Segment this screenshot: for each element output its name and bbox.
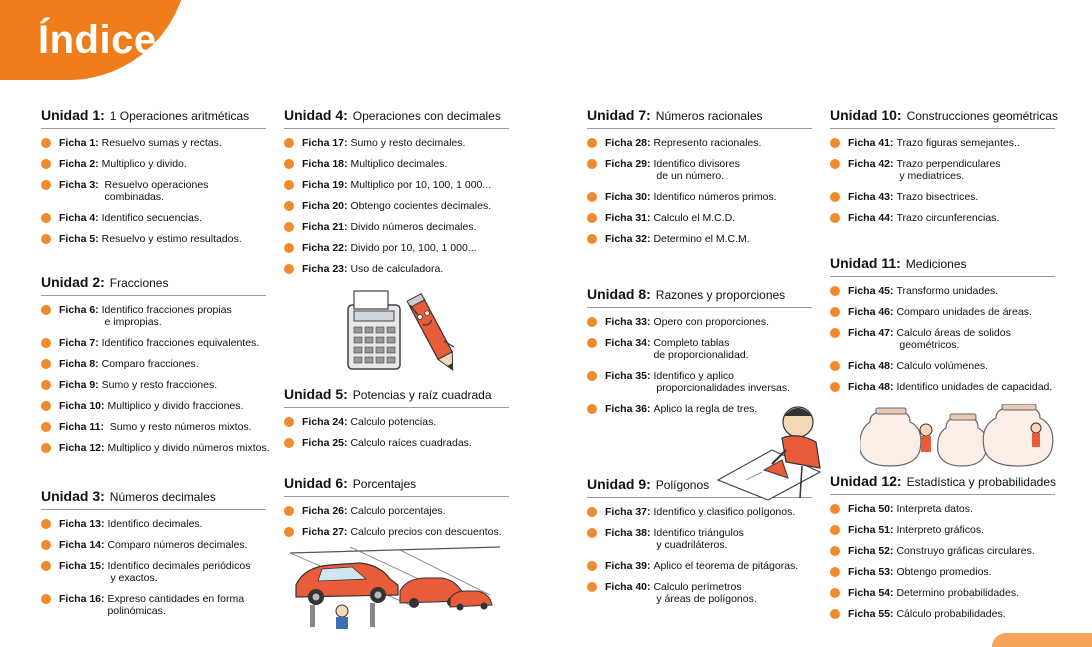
ficha-item (587, 316, 812, 328)
ficha-item (41, 442, 270, 454)
ficha-item (830, 285, 1055, 297)
unit-title: Números decimales (109, 490, 216, 504)
bullet-dot-icon (41, 540, 51, 550)
ficha-item (41, 137, 266, 149)
unit-number: Unidad 7: (587, 107, 651, 123)
ficha-item (587, 158, 812, 182)
ficha-item (830, 587, 1055, 599)
ficha-description: Construyo gráficas circulares. (896, 545, 1035, 557)
unit-title: Polígonos (655, 478, 710, 492)
bullet-dot-icon (830, 588, 840, 598)
ficha-item (587, 233, 812, 245)
ficha-description: Obtengo promedios. (896, 566, 992, 578)
ficha-item (830, 566, 1055, 578)
ficha-number: Ficha 5: (59, 233, 99, 245)
ficha-number: Ficha 9: (59, 379, 99, 391)
ficha-list (284, 137, 509, 275)
ficha-description: Calculo el M.C.D. (653, 212, 736, 224)
unit-heading (587, 285, 812, 308)
ficha-description: Resuelvo operaciones combinadas. (104, 179, 209, 203)
ficha-list (41, 518, 266, 617)
ficha-item (41, 379, 266, 391)
ficha-item (587, 337, 812, 361)
ficha-number: Ficha 2: (59, 158, 99, 170)
bullet-dot-icon (41, 305, 51, 315)
ficha-item (284, 416, 509, 428)
ficha-item (830, 545, 1055, 557)
ficha-list (830, 137, 1055, 224)
bullet-dot-icon (587, 138, 597, 148)
ficha-item (587, 527, 812, 551)
bullet-dot-icon (41, 594, 51, 604)
ficha-description: Cálculo probabilidades. (896, 608, 1006, 620)
page-title: Índice (38, 18, 157, 62)
ficha-item (830, 503, 1055, 515)
ficha-number: Ficha 18: (302, 158, 348, 170)
ficha-number: Ficha 44: (848, 212, 894, 224)
bullet-dot-icon (587, 213, 597, 223)
bullet-dot-icon (284, 527, 294, 537)
ficha-item (830, 360, 1055, 372)
ficha-description: Uso de calculadora. (350, 263, 444, 275)
ficha-number: Ficha 37: (605, 506, 651, 518)
ficha-description: Identifico secuencias. (101, 212, 203, 224)
ficha-number: Ficha 27: (302, 526, 348, 538)
ficha-number: Ficha 47: (848, 327, 894, 339)
ficha-number: Ficha 28: (605, 137, 651, 149)
child-drawing-illustration (716, 402, 822, 502)
unit-heading (830, 254, 1055, 277)
ficha-number: Ficha 14: (59, 539, 105, 551)
bullet-dot-icon (284, 222, 294, 232)
calculator-and-pencil-illustration (340, 285, 460, 377)
ficha-number: Ficha 52: (848, 545, 894, 557)
unit-title: Estadística y probabilidades (906, 475, 1056, 489)
ficha-number: Ficha 25: (302, 437, 348, 449)
unit-block (587, 106, 812, 254)
bullet-dot-icon (41, 561, 51, 571)
ficha-number: Ficha 42: (848, 158, 894, 170)
ficha-item (284, 242, 509, 254)
unit-block (284, 385, 509, 458)
ficha-number: Ficha 26: (302, 505, 348, 517)
ficha-item (284, 179, 509, 191)
ficha-description: Multiplico y divido fracciones. (107, 400, 244, 412)
ficha-description: Identifico decimales periódicos y exactos. (107, 560, 251, 584)
bullet-dot-icon (284, 138, 294, 148)
ficha-description: Comparo números decimales. (107, 539, 248, 551)
ficha-item (284, 158, 509, 170)
ficha-number: Ficha 6: (59, 304, 99, 316)
bullet-dot-icon (41, 380, 51, 390)
ficha-number: Ficha 10: (59, 400, 105, 412)
ficha-description: Multiplico y divido números mixtos. (107, 442, 270, 454)
ficha-description: Expreso cantidades en forma polinómicas. (107, 593, 245, 617)
ficha-description: Identifico fracciones equivalentes. (101, 337, 260, 349)
unit-number: Unidad 1: (41, 107, 105, 123)
ficha-item (830, 191, 1055, 203)
bullet-dot-icon (41, 422, 51, 432)
ficha-number: Ficha 43: (848, 191, 894, 203)
ficha-list (587, 316, 812, 415)
unit-block (830, 254, 1055, 402)
ficha-number: Ficha 1: (59, 137, 99, 149)
ficha-number: Ficha 55: (848, 608, 894, 620)
ficha-item (41, 400, 266, 412)
ficha-number: Ficha 36: (605, 403, 651, 415)
ficha-list (41, 304, 270, 454)
bullet-dot-icon (41, 234, 51, 244)
ficha-number: Ficha 53: (848, 566, 894, 578)
ficha-description: Aplico la regla de tres. (653, 403, 758, 415)
ficha-item (284, 526, 509, 538)
bullet-dot-icon (284, 159, 294, 169)
bullet-dot-icon (830, 504, 840, 514)
bullet-dot-icon (830, 213, 840, 223)
unit-number: Unidad 5: (284, 386, 348, 402)
bullet-dot-icon (41, 359, 51, 369)
ficha-item (830, 212, 1055, 224)
bullet-dot-icon (284, 264, 294, 274)
ficha-number: Ficha 21: (302, 221, 348, 233)
ficha-description: Calculo áreas de solidos geométricos. (896, 327, 1011, 351)
unit-block (41, 273, 270, 463)
ficha-item (41, 212, 266, 224)
ficha-number: Ficha 13: (59, 518, 105, 530)
bullet-dot-icon (830, 307, 840, 317)
ficha-number: Ficha 17: (302, 137, 348, 149)
ficha-item (284, 505, 509, 517)
unit-title: Mediciones (905, 257, 967, 271)
ficha-description: Determino probabilidades. (896, 587, 1020, 599)
ficha-item (587, 191, 812, 203)
ficha-list (830, 503, 1055, 620)
ficha-item (587, 212, 812, 224)
ficha-item (284, 221, 509, 233)
unit-heading (830, 106, 1058, 129)
bullet-dot-icon (41, 159, 51, 169)
unit-heading (587, 106, 812, 129)
ficha-description: Calculo raíces cuadradas. (350, 437, 472, 449)
ficha-item (41, 337, 266, 349)
ficha-item (41, 179, 266, 203)
bullet-dot-icon (41, 401, 51, 411)
ficha-item (587, 506, 812, 518)
decorative-corner-arc (992, 633, 1092, 647)
ficha-description: Trazo perpendiculares y mediatrices. (896, 158, 1001, 182)
ficha-number: Ficha 48: (848, 381, 894, 393)
ficha-item (284, 437, 509, 449)
ficha-description: Trazo circunferencias. (896, 212, 1000, 224)
bullet-dot-icon (830, 192, 840, 202)
unit-title: 1 Operaciones aritméticas (109, 109, 250, 123)
bullet-dot-icon (830, 567, 840, 577)
unit-number: Unidad 6: (284, 475, 348, 491)
ficha-description: Aplico el teorema de pitágoras. (653, 560, 799, 572)
ficha-number: Ficha 12: (59, 442, 105, 454)
bullet-dot-icon (284, 438, 294, 448)
ficha-item (830, 608, 1055, 620)
ficha-description: Comparo fracciones. (101, 358, 199, 370)
ficha-number: Ficha 50: (848, 503, 894, 515)
bullet-dot-icon (587, 561, 597, 571)
ficha-description: Identifico decimales. (107, 518, 203, 530)
unit-block (41, 106, 266, 254)
ficha-number: Ficha 33: (605, 316, 651, 328)
ficha-item (587, 137, 812, 149)
ficha-list (587, 506, 812, 605)
ficha-description: Multiplico decimales. (350, 158, 448, 170)
ficha-number: Ficha 48: (848, 360, 894, 372)
ficha-item (587, 370, 812, 394)
ficha-description: Represento racionales. (653, 137, 762, 149)
ficha-description: Multiplico y divido. (101, 158, 187, 170)
ficha-description: Calculo perímetros y áreas de polígonos. (653, 581, 757, 605)
ficha-item (41, 158, 266, 170)
ficha-item (830, 158, 1055, 182)
ficha-description: Obtengo cocientes decimales. (350, 200, 492, 212)
ficha-item (41, 539, 266, 551)
unit-heading (41, 106, 266, 129)
ficha-description: Sumo y resto fracciones. (101, 379, 218, 391)
bullet-dot-icon (284, 506, 294, 516)
ficha-item (284, 137, 509, 149)
ficha-description: Multiplico por 10, 100, 1 000... (350, 179, 492, 191)
unit-heading (41, 487, 266, 510)
ficha-description: Sumo y resto decimales. (350, 137, 466, 149)
ficha-description: Determino el M.C.M. (653, 233, 750, 245)
ficha-description: Sumo y resto números mixtos. (106, 421, 252, 433)
unit-block (830, 106, 1058, 233)
ficha-number: Ficha 39: (605, 560, 651, 572)
ficha-description: Identifico fracciones propias e impropias. (101, 304, 232, 328)
unit-title: Porcentajes (352, 477, 417, 491)
ficha-description: Divido por 10, 100, 1 000... (350, 242, 477, 254)
ficha-description: Identifico divisores de un número. (653, 158, 740, 182)
ficha-list (284, 505, 509, 538)
ficha-number: Ficha 22: (302, 242, 348, 254)
bullet-dot-icon (41, 443, 51, 453)
bullet-dot-icon (41, 138, 51, 148)
bullet-dot-icon (830, 159, 840, 169)
ficha-description: Identifico unidades de capacidad. (896, 381, 1053, 393)
bullet-dot-icon (41, 213, 51, 223)
unit-block (41, 487, 266, 626)
ficha-description: Resuelvo y estimo resultados. (101, 233, 242, 245)
unit-number: Unidad 3: (41, 488, 105, 504)
ficha-list (587, 137, 812, 245)
unit-block (284, 474, 509, 547)
jars-illustration (860, 404, 1060, 468)
unit-heading (284, 474, 509, 497)
ficha-number: Ficha 35: (605, 370, 651, 382)
ficha-number: Ficha 3: (59, 179, 99, 191)
ficha-list (830, 285, 1055, 393)
bullet-dot-icon (587, 404, 597, 414)
ficha-description: Calculo precios con descuentos. (350, 526, 502, 538)
ficha-number: Ficha 31: (605, 212, 651, 224)
unit-title: Números racionales (655, 109, 763, 123)
ficha-number: Ficha 54: (848, 587, 894, 599)
bullet-dot-icon (830, 138, 840, 148)
ficha-description: Divido números decimales. (350, 221, 477, 233)
cars-garage-illustration (290, 545, 502, 629)
ficha-number: Ficha 51: (848, 524, 894, 536)
ficha-description: Identifico números primos. (653, 191, 777, 203)
unit-title: Operaciones con decimales (352, 109, 501, 123)
ficha-item (41, 421, 266, 433)
bullet-dot-icon (830, 546, 840, 556)
ficha-item (587, 560, 812, 572)
ficha-description: Resuelvo sumas y rectas. (101, 137, 222, 149)
ficha-number: Ficha 7: (59, 337, 99, 349)
ficha-number: Ficha 15: (59, 560, 105, 572)
ficha-item (284, 263, 509, 275)
unit-title: Fracciones (109, 276, 169, 290)
ficha-item (830, 327, 1055, 351)
ficha-list (41, 137, 266, 245)
ficha-item (41, 593, 266, 617)
ficha-number: Ficha 45: (848, 285, 894, 297)
unit-number: Unidad 11: (830, 255, 901, 271)
ficha-number: Ficha 34: (605, 337, 651, 349)
ficha-description: Trazo bisectrices. (896, 191, 979, 203)
ficha-number: Ficha 20: (302, 200, 348, 212)
ficha-item (41, 304, 266, 328)
ficha-description: Completo tablas de proporcionalidad. (653, 337, 749, 361)
ficha-number: Ficha 24: (302, 416, 348, 428)
ficha-description: Interpreta datos. (896, 503, 973, 515)
bullet-dot-icon (830, 609, 840, 619)
bullet-dot-icon (284, 417, 294, 427)
unit-block (284, 106, 509, 284)
bullet-dot-icon (587, 507, 597, 517)
bullet-dot-icon (587, 159, 597, 169)
ficha-number: Ficha 32: (605, 233, 651, 245)
ficha-description: Trazo figuras semejantes.. (896, 137, 1020, 149)
bullet-dot-icon (830, 361, 840, 371)
unit-number: Unidad 2: (41, 274, 105, 290)
ficha-description: Identifico y clasifico polígonos. (653, 506, 796, 518)
bullet-dot-icon (830, 286, 840, 296)
ficha-item (41, 518, 266, 530)
ficha-description: Comparo unidades de áreas. (896, 306, 1032, 318)
unit-number: Unidad 9: (587, 476, 651, 492)
ficha-description: Identifico triángulos y cuadriláteros. (653, 527, 744, 551)
ficha-description: Identifico y aplico proporcionalidades inversas. (653, 370, 791, 394)
ficha-description: Transformo unidades. (896, 285, 999, 297)
ficha-list (284, 416, 509, 449)
ficha-item (41, 233, 266, 245)
ficha-number: Ficha 4: (59, 212, 99, 224)
ficha-item (587, 581, 812, 605)
ficha-description: Calculo volúmenes. (896, 360, 989, 372)
ficha-item (41, 560, 266, 584)
ficha-number: Ficha 8: (59, 358, 99, 370)
ficha-number: Ficha 29: (605, 158, 651, 170)
bullet-dot-icon (587, 234, 597, 244)
bullet-dot-icon (587, 582, 597, 592)
ficha-item (830, 524, 1055, 536)
unit-number: Unidad 10: (830, 107, 902, 123)
bullet-dot-icon (284, 243, 294, 253)
ficha-number: Ficha 46: (848, 306, 894, 318)
bullet-dot-icon (41, 180, 51, 190)
ficha-item (284, 200, 509, 212)
ficha-description: Opero con proporciones. (653, 316, 770, 328)
unit-title: Potencias y raíz cuadrada (352, 388, 492, 402)
unit-number: Unidad 8: (587, 286, 651, 302)
bullet-dot-icon (587, 192, 597, 202)
unit-number: Unidad 4: (284, 107, 348, 123)
bullet-dot-icon (284, 201, 294, 211)
ficha-number: Ficha 41: (848, 137, 894, 149)
ficha-number: Ficha 23: (302, 263, 348, 275)
ficha-number: Ficha 38: (605, 527, 651, 539)
unit-block (830, 472, 1055, 629)
bullet-dot-icon (830, 525, 840, 535)
unit-title: Construcciones geométricas (906, 109, 1058, 123)
ficha-description: Calculo porcentajes. (350, 505, 446, 517)
bullet-dot-icon (284, 180, 294, 190)
ficha-item (830, 381, 1055, 393)
bullet-dot-icon (587, 317, 597, 327)
ficha-description: Calculo potencias. (350, 416, 437, 428)
ficha-number: Ficha 11: (59, 421, 104, 433)
unit-title: Razones y proporciones (655, 288, 786, 302)
bullet-dot-icon (830, 328, 840, 338)
ficha-item (41, 358, 266, 370)
bullet-dot-icon (587, 528, 597, 538)
unit-heading (284, 385, 509, 408)
unit-heading (830, 472, 1055, 495)
bullet-dot-icon (830, 382, 840, 392)
bullet-dot-icon (41, 338, 51, 348)
ficha-number: Ficha 40: (605, 581, 651, 593)
ficha-item (830, 306, 1055, 318)
ficha-number: Ficha 30: (605, 191, 651, 203)
bullet-dot-icon (41, 519, 51, 529)
bullet-dot-icon (587, 371, 597, 381)
unit-heading (41, 273, 266, 296)
unit-number: Unidad 12: (830, 473, 902, 489)
ficha-number: Ficha 19: (302, 179, 348, 191)
unit-heading (284, 106, 509, 129)
bullet-dot-icon (587, 338, 597, 348)
ficha-item (830, 137, 1055, 149)
ficha-number: Ficha 16: (59, 593, 105, 605)
ficha-description: Interpreto gráficos. (896, 524, 984, 536)
